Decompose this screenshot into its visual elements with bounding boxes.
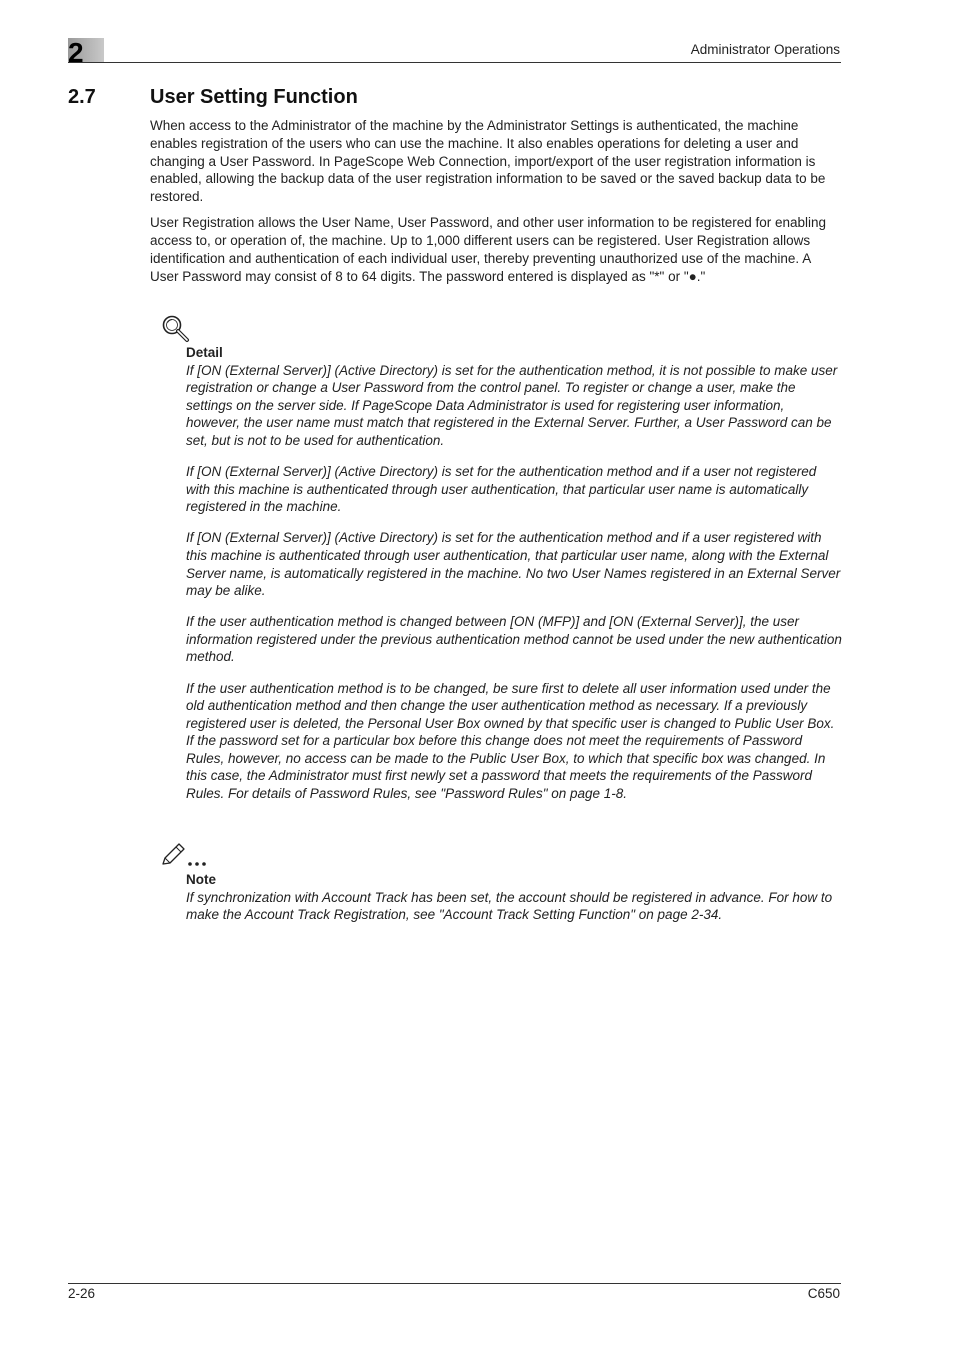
section-title: User Setting Function [150,86,358,108]
note-callout [186,871,842,937]
chapter-number: 2 [68,37,84,68]
section-number: 2.7 [68,86,96,108]
header-divider [68,62,841,63]
page-number: 2-26 [68,1286,96,1301]
detail-paragraph: If [ON (External Server)] (Active Directory) is set for the authentication method and if a user registered with this machine is authenticated through user authentication, that particular user name, along with the External Server name, is automatically registered in the machine. No two User Names registered in an External Server may be alike. [186,530,841,599]
detail-paragraph: If [ON (External Server)] (Active Directory) is set for the authentication method and if a user not registered with this machine is authenticated through user authentication, that particular user name is automatically registered in the machine. [186,464,817,515]
detail-paragraph: If the user authentication method is to be changed, be sure first to delete all user information used under the old authentication method and then change the user authentication method as necessary. If a previously registered user is deleted, the Personal User Box owned by that specific user is changed to Public User Box. If the password set for a particular box before this change does not meet the requirements of Password Rules, however, no access can be made to the Public User Box, to which that specific box was changed. In this case, the Administrator must first newly set a password that meets the requirements of the Password Rules. For details of Password Rules, see "Password Rules" on page 1-8. [186,680,835,802]
note-label: Note [186,872,216,887]
running-header-title: Administrator Operations [690,42,840,57]
body-text [150,117,842,294]
detail-callout [186,344,842,816]
body-paragraph: When access to the Administrator of the machine by the Administrator Settings is authenticated, the machine enables registration of the users who can use the machine. It also enables operations for deleting a user and changing a User Password. In PageScope Web Connection, import/export of the user registration information is enabled, allowing the backup data of the user registration information to be saved or the saved backup data to be restored. [150,118,826,205]
detail-label: Detail [186,345,223,360]
magnifier-icon [160,314,192,346]
pencil-note-icon [160,842,210,868]
detail-paragraph: If [ON (External Server)] (Active Directory) is set for the authentication method, it is not possible to make user registration or change a User Password from the control panel. To register or change a user, make the settings on the server side. If PageScope Data Administrator is used for registering user information, however, the user name must match that registered in the External Server. Further, a User Password can be set, but is not to be used for authentication. [186,362,838,448]
note-paragraph: If synchronization with Account Track has been set, the account should be registered in advance. For how to make the Account Track Registration, see "Account Track Setting Function" on page 2-34. [186,889,833,923]
detail-paragraph: If the user authentication method is changed between [ON (MFP)] and [ON (External Server)], the user information registered under the previous authentication method cannot be used under the new authentication method. [186,614,842,665]
section-heading [68,86,358,109]
footer-divider [68,1283,841,1284]
body-paragraph: User Registration allows the User Name, User Password, and other user information to be registered for enabling access to, or operation of, the machine. Up to 1,000 different users can be registered. User Registration allows identification and authentication of each individual user, thereby preventing unauthorized use of the machine. A User Password may consist of 8 to 64 digits. The password entered is displayed as "*" or "●." [150,215,827,284]
model-name: C650 [807,1286,840,1301]
